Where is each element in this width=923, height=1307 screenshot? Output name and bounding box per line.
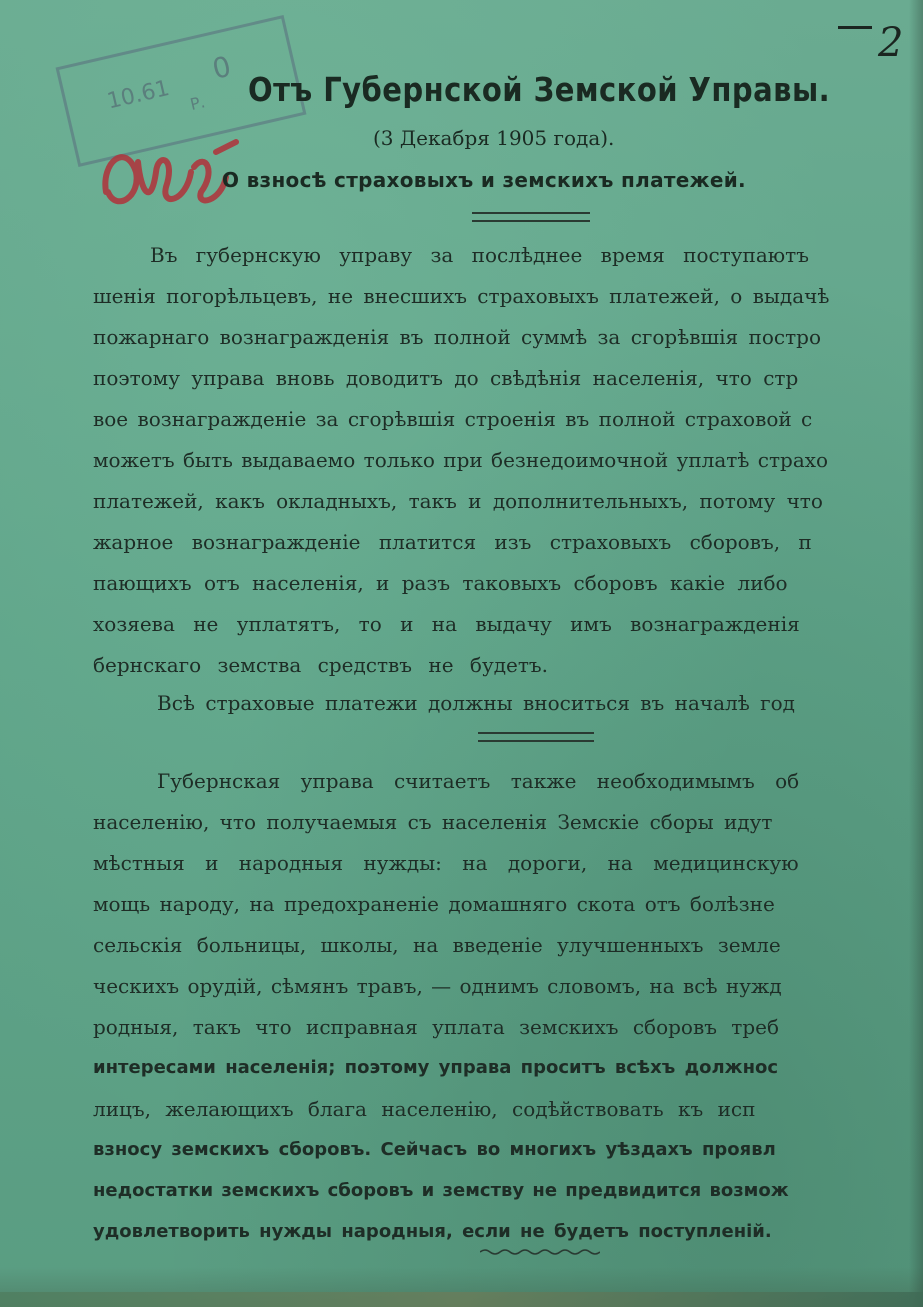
paragraph-1-line: пожарнаго вознагражденія въ полной суммѣ за сгорѣвшія постро: [93, 325, 821, 349]
archive-stamp: 10.61 Р. 0: [56, 15, 307, 167]
paragraph-3-line: населенію, что получаемыя съ населенія Земскіе сборы идут: [93, 810, 773, 834]
paragraph-1-line: бернскаго земства средствъ не будетъ.: [93, 653, 549, 677]
paragraph-1-line: жарное вознагражденіе платится изъ страховыхъ сборовъ, п: [93, 530, 812, 554]
paragraph-3-line: лицъ, желающихъ блага населенію, содѣйствовать къ исп: [93, 1097, 756, 1121]
paragraph-3-line: взносу земскихъ сборовъ. Сейчасъ во многихъ уѣздахъ проявл: [93, 1139, 776, 1160]
paragraph-1-line: можетъ быть выдаваемо только при безнедоимочной уплатѣ страхо: [93, 448, 829, 472]
document-subtitle: О взносѣ страховыхъ и земскихъ платежей.: [222, 168, 746, 192]
paragraph-3-line: мѣстныя и народныя нужды: на дороги, на медицинскую: [93, 851, 799, 875]
paragraph-1-line: вое вознагражденіе за сгорѣвшія строенія въ полной страховой с: [93, 407, 813, 431]
paragraph-3-line: удовлетворить нужды народныя, если не будетъ поступленій.: [93, 1221, 772, 1242]
page-number: 2: [838, 20, 918, 80]
paragraph-1-line: хозяева не уплатятъ, то и на выдачу имъ вознагражденія: [93, 612, 800, 636]
paragraph-3-line: Губернская управа считаетъ также необходимымъ об: [157, 769, 800, 793]
page-title: Отъ Губернской Земской Управы.: [248, 70, 831, 109]
document-date: (3 Декабря 1905 года).: [373, 126, 615, 150]
paragraph-3-line: интересами населенія; поэтому управа проситъ всѣхъ должнос: [93, 1057, 779, 1078]
paragraph-1-line: Въ губернскую управу за послѣднее время поступаютъ: [150, 243, 809, 267]
paragraph-1-line: поэтому управа вновь доводитъ до свѣдѣнія населенія, что стр: [93, 366, 799, 390]
paragraph-3-line: мощь народу, на предохраненіе домашняго скота отъ болѣзне: [93, 892, 775, 916]
paragraph-1-line: платежей, какъ окладныхъ, такъ и дополнительныхъ, потому что: [93, 489, 823, 513]
divider: [478, 732, 594, 742]
stamp-number: 10.61: [104, 75, 172, 115]
paragraph-1-line: пающихъ отъ населенія, и разъ таковыхъ сборовъ какіе либо: [93, 571, 788, 595]
page-bottom-edge: [0, 1292, 923, 1307]
paragraph-3-line: родныя, такъ что исправная уплата земскихъ сборовъ треб: [93, 1015, 780, 1039]
paragraph-3-line: сельскія больницы, школы, на введеніе улучшенныхъ земле: [93, 933, 781, 957]
wavy-divider: [480, 1248, 600, 1256]
stamp-letter: Р.: [188, 92, 207, 115]
paragraph-1-line: шенія погорѣльцевъ, не внесшихъ страховыхъ платежей, о выдачѣ: [93, 284, 830, 308]
paragraph-3-line: недостатки земскихъ сборовъ и земству не предвидится возмож: [93, 1180, 789, 1201]
paragraph-2-line: Всѣ страховые платежи должны вноситься въ началѣ год: [157, 691, 795, 715]
divider: [472, 212, 590, 222]
paragraph-3-line: ческихъ орудій, сѣмянъ травъ, — однимъ словомъ, на всѣ нужд: [93, 974, 782, 998]
